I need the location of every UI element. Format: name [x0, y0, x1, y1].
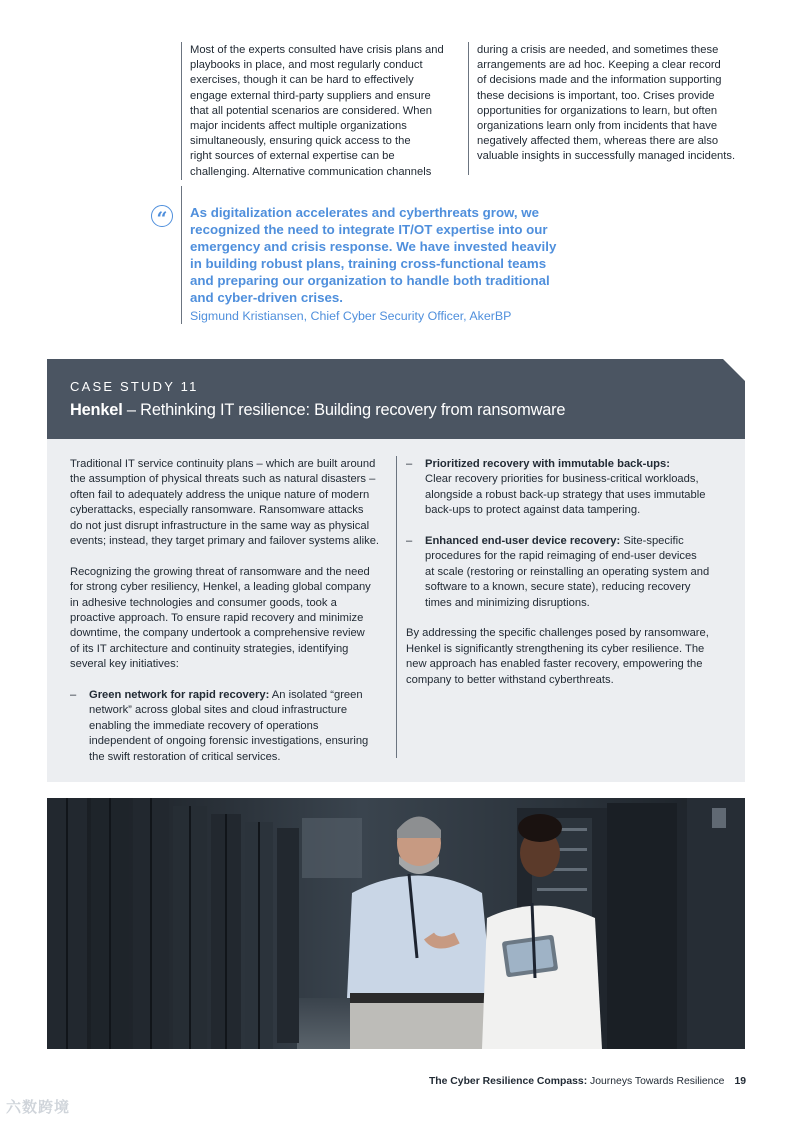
- quote-line: emergency and crisis response. We have invested heavily: [190, 239, 557, 254]
- quote-line: in building robust plans, training cross-functional teams: [190, 256, 547, 271]
- intro-line: negatively affected them, whereas there are also: [477, 135, 719, 148]
- bullet-heading: Enhanced end-user device recovery:: [425, 535, 621, 548]
- bullet-end-user-recovery: [406, 534, 726, 611]
- case-study-right-column: [406, 457, 726, 703]
- case-study-left-column: [70, 457, 390, 780]
- intro-left-rule: [181, 42, 182, 180]
- quote-line: and preparing our organization to handle both traditional: [190, 273, 550, 288]
- intro-line: Most of the experts consulted have crisis plans and: [190, 44, 444, 56]
- bullet-line: the swift restoration of critical services.: [89, 750, 281, 763]
- pull-quote: [190, 204, 570, 306]
- body-line: several key initiatives:: [70, 658, 179, 671]
- body-line: do not just disrupt infrastructure in the same way as physical: [70, 519, 370, 532]
- bullet-body: [425, 472, 726, 518]
- page-footer: [429, 1076, 746, 1087]
- quote-line: recognized the need to integrate IT/OT expertise into our: [190, 222, 548, 237]
- bullet-line: network” across global sites and cloud infrastructure: [89, 704, 348, 717]
- bullet-body: [425, 549, 726, 611]
- bullet-green-network: [70, 688, 390, 765]
- body-line: in adhesive technologies and consumer goods, took a: [70, 596, 337, 609]
- intro-line: simultaneously, ensuring quick access to the: [190, 135, 411, 148]
- footer-subtitle: Journeys Towards Resilience: [587, 1076, 725, 1087]
- bullet-line: Clear recovery priorities for business-critical workloads,: [425, 473, 699, 486]
- bullet-line: software to a known, secure state), reducing recovery: [425, 581, 691, 594]
- bullet-line: back-ups to protect against data tampering.: [425, 504, 641, 517]
- intro-right-column: [477, 43, 749, 165]
- watermark: 六数跨境: [6, 1099, 71, 1116]
- body-line: the assumption of physical threats such as natural disasters –: [70, 473, 376, 486]
- bullet-line: at scale (restoring or reinstalling an operating system and: [425, 565, 710, 578]
- body-line: proactive approach. To ensure rapid recovery and minimize: [70, 612, 364, 625]
- bullet-heading: Green network for rapid recovery:: [89, 689, 270, 702]
- intro-line: valuable insights in successfully managed incidents.: [477, 150, 736, 163]
- bullet-line: independent of ongoing forensic investigations, ensuring: [89, 735, 369, 748]
- case-study-header: [47, 359, 745, 439]
- bullet-line: alongside a robust back-up strategy that uses immutable: [425, 488, 706, 501]
- bullet-line: procedures for the rapid reimaging of end-user devices: [425, 550, 697, 563]
- photo-illustration: [47, 798, 745, 1049]
- body-line: Henkel is significantly strengthening its cyber resilience. The: [406, 642, 705, 655]
- case-study-company: Henkel: [70, 401, 123, 419]
- bullet-first-line: Site-specific: [620, 535, 684, 548]
- intro-line: of decisions made and the information supporting: [477, 74, 722, 87]
- quote-icon: “: [151, 205, 173, 227]
- bullet-first-line: An isolated “green: [269, 689, 363, 702]
- body-line: new approach has enabled faster recovery, empowering the: [406, 658, 703, 671]
- body-line: company to better withstand cyberthreats.: [406, 673, 614, 686]
- footer-publication: The Cyber Resilience Compass:: [428, 1076, 588, 1087]
- bullet-prioritized-recovery: [406, 457, 726, 519]
- body-line: By addressing the specific challenges posed by ransomware,: [406, 627, 709, 640]
- page-number: 19: [734, 1076, 746, 1087]
- intro-line: engage external third-party suppliers and ensure: [190, 89, 431, 102]
- intro-left-column: [190, 43, 460, 180]
- case-column-rule: [396, 456, 397, 758]
- body-line: often fail to adequately address the unique nature of modern: [70, 488, 370, 501]
- body-line: of its IT architecture and continuity strategies, identifying: [70, 642, 349, 655]
- body-line: events; instead, they target primary and failover systems alike.: [70, 535, 380, 548]
- data-center-photo: [47, 798, 745, 1049]
- body-line: Traditional IT service continuity plans – which are built around: [70, 458, 376, 470]
- bullet-heading: Prioritized recovery with immutable back-ups:: [425, 458, 670, 470]
- bullet-dash: –: [70, 689, 77, 702]
- case-study-title: [70, 401, 565, 420]
- intro-line: exercises, though it can be hard to effectively: [190, 74, 414, 87]
- intro-right-rule: [468, 42, 469, 175]
- intro-line: during a crisis are needed, and sometimes these: [477, 44, 719, 56]
- intro-line: that all potential scenarios are considered. When: [190, 104, 432, 117]
- intro-line: playbooks in place, and most regularly conduct: [190, 59, 423, 72]
- case-paragraph-2: [70, 565, 390, 673]
- body-line: cyberattacks, especially ransomware. Ransomware attacks: [70, 504, 364, 517]
- bullet-line: enabling the immediate recovery of operations: [89, 719, 319, 732]
- body-line: downtime, the company undertook a comprehensive review: [70, 627, 365, 640]
- quote-line: As digitalization accelerates and cyberthreats grow, we: [190, 205, 540, 220]
- intro-line: opportunities for organizations to learn, but often: [477, 104, 718, 117]
- body-line: for strong cyber resiliency, Henkel, a leading global company: [70, 581, 371, 594]
- case-study-label: CASE STUDY 11: [70, 379, 199, 394]
- intro-line: major incidents affect multiple organizations: [190, 120, 407, 133]
- bullet-body: [89, 703, 390, 765]
- quote-line: and cyber-driven crises.: [190, 290, 343, 305]
- bullet-dash: –: [406, 458, 413, 470]
- intro-line: arrangements are ad hoc. Keeping a clear record: [477, 59, 721, 72]
- quote-attribution: Sigmund Kristiansen, Chief Cyber Security Officer, AkerBP: [190, 309, 512, 323]
- intro-line: right sources of external expertise can be: [190, 150, 395, 163]
- quote-rule: [181, 186, 182, 324]
- body-line: Recognizing the growing threat of ransomware and the need: [70, 565, 370, 578]
- case-conclusion: [406, 626, 726, 688]
- intro-line: these decisions is important, too. Crises provide: [477, 89, 715, 102]
- case-study-title-rest: – Rethinking IT resilience: Building recovery from ransomware: [122, 401, 566, 419]
- bullet-line: times and minimizing disruptions.: [425, 596, 590, 609]
- bullet-dash: –: [406, 535, 413, 548]
- case-paragraph-1: [70, 457, 390, 549]
- intro-line: challenging. Alternative communication channels: [190, 165, 432, 178]
- intro-line: organizations learn only from incidents that have: [477, 120, 718, 133]
